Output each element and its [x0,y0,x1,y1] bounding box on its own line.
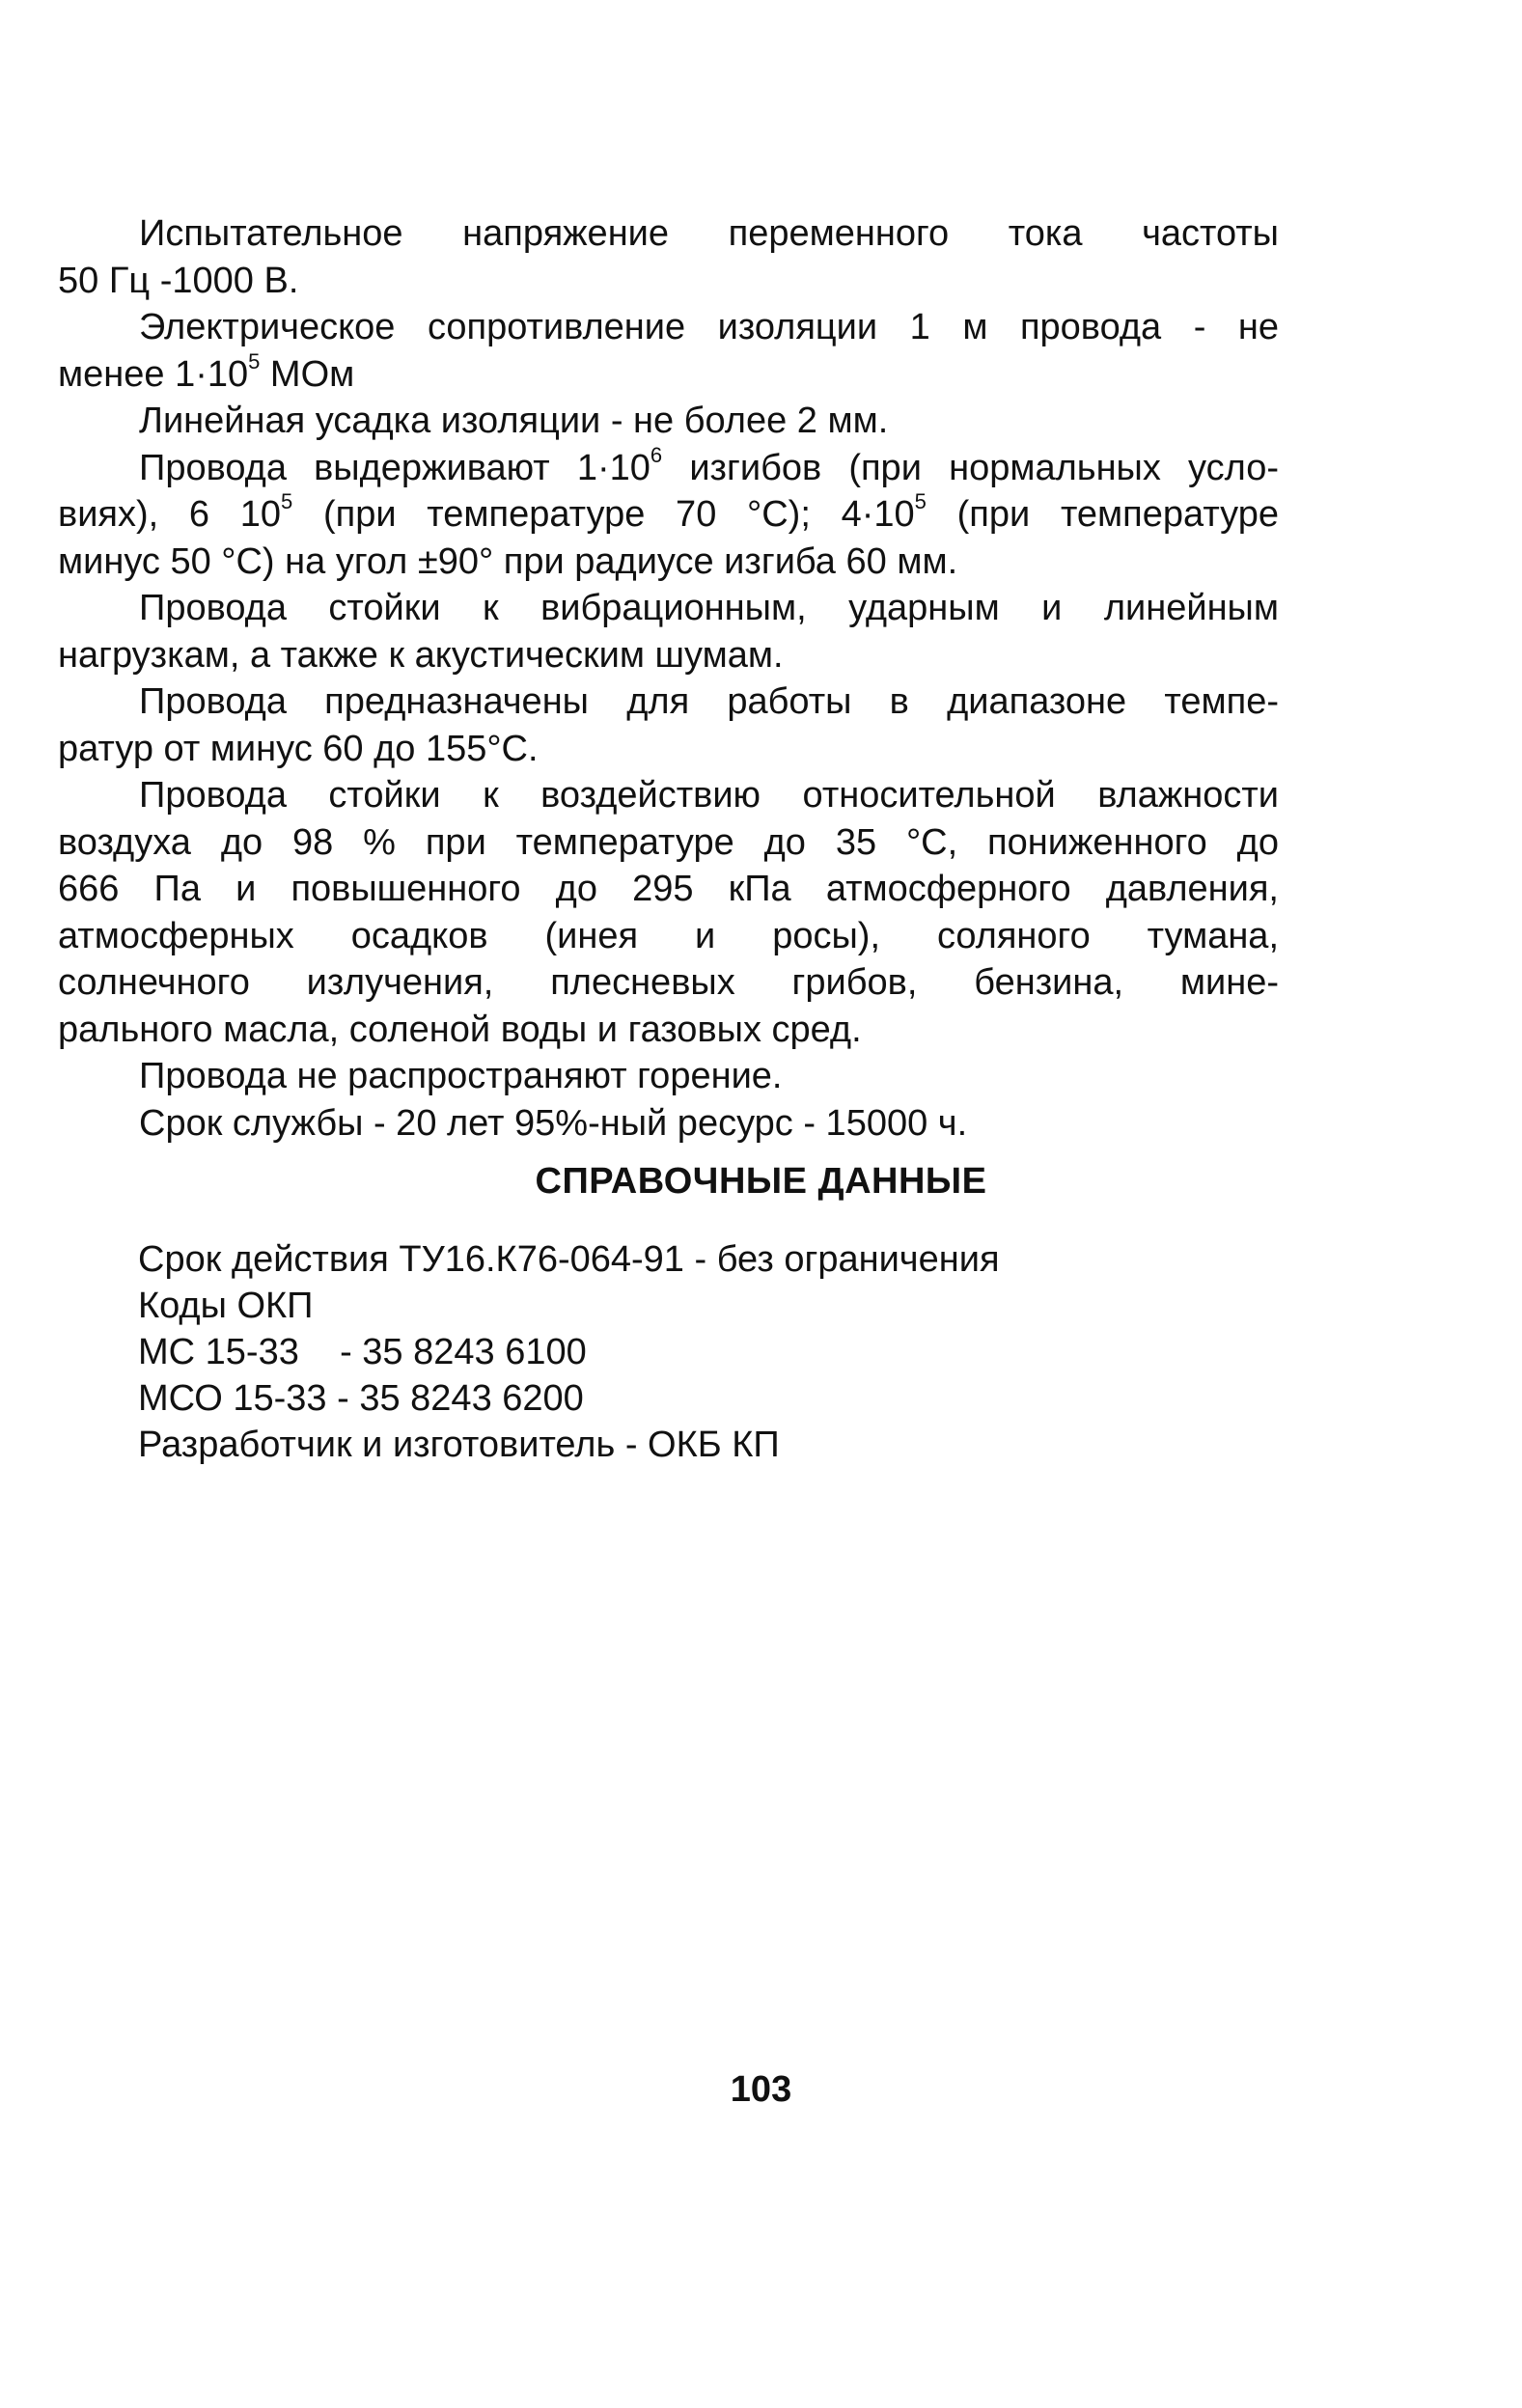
superscript-exponent: 5 [914,489,927,514]
reference-line: МСО 15-33 - 35 8243 6200 [138,1378,584,1419]
body-line [58,348,1279,399]
superscript-exponent: 6 [650,442,663,467]
body-line-part: (при температуре [926,494,1279,535]
reference-data [138,1236,1200,1468]
superscript-exponent: 5 [281,489,293,514]
body-line: воздуха до 98 % при температуре до 35 °С, пониженного до [58,821,1279,863]
body-line: ратур от минус 60 до 155°С. [58,728,539,769]
body-line: 666 Па и повышенного до 295 кПа атмосферного давления, [58,869,1279,909]
body-line: солнечного излучения, плесневых грибов, бензина, мине- [58,962,1279,1003]
body-line [58,491,1279,539]
reference-line: МС 15-33 - 35 8243 6100 [138,1332,587,1372]
reference-line: Срок действия ТУ16.К76-064-91 - без ограничения [138,1239,1000,1280]
reference-line: Разработчик и изготовитель - ОКБ КП [138,1425,780,1465]
body-line: Провода стойки к вибрационным, ударным и линейным [139,588,1279,628]
section-heading: СПРАВОЧНЫЕ ДАННЫЕ [535,1161,987,1202]
body-text [58,210,1279,1147]
body-line: атмосферных осадков (инея и росы), соляного тумана, [58,915,1279,956]
body-line: Провода стойки к воздействию относительной влажности [139,775,1279,816]
body-line-part: виях), 6 10 [58,494,282,535]
body-line-part: МОм [260,353,355,395]
body-line: 50 Гц -1000 В. [58,260,299,301]
body-line: Срок службы - 20 лет 95%-ный ресурс - 15000 ч. [139,1102,968,1144]
body-line-part: менее 1·10 [58,353,249,395]
body-line: Испытательное напряжение переменного тока частоты [139,213,1279,254]
superscript-exponent: 5 [248,348,261,374]
body-line-part: Провода выдерживают 1·10 [139,447,650,488]
body-line: минус 50 °С) на угол ±90° при радиусе изгиба 60 мм. [58,540,958,582]
body-line: Провода не распространяют горение. [139,1056,783,1096]
body-line: Линейная усадка изоляции - не более 2 мм. [139,401,889,441]
body-line: рального масла, соленой воды и газовых сред. [58,1009,862,1050]
body-line-part: (при температуре 70 °С); 4·10 [292,494,915,535]
body-line-part: изгибов (при нормальных усло- [662,447,1280,488]
reference-line: Коды ОКП [138,1286,314,1326]
page-number: 103 [730,2069,792,2110]
body-line: Провода предназначены для работы в диапазоне темпе- [139,681,1279,722]
body-line: Электрическое сопротивление изоляции 1 м провода - не [139,307,1279,347]
body-line [58,442,1280,492]
body-line: нагрузкам, а также к акустическим шумам. [58,634,784,676]
